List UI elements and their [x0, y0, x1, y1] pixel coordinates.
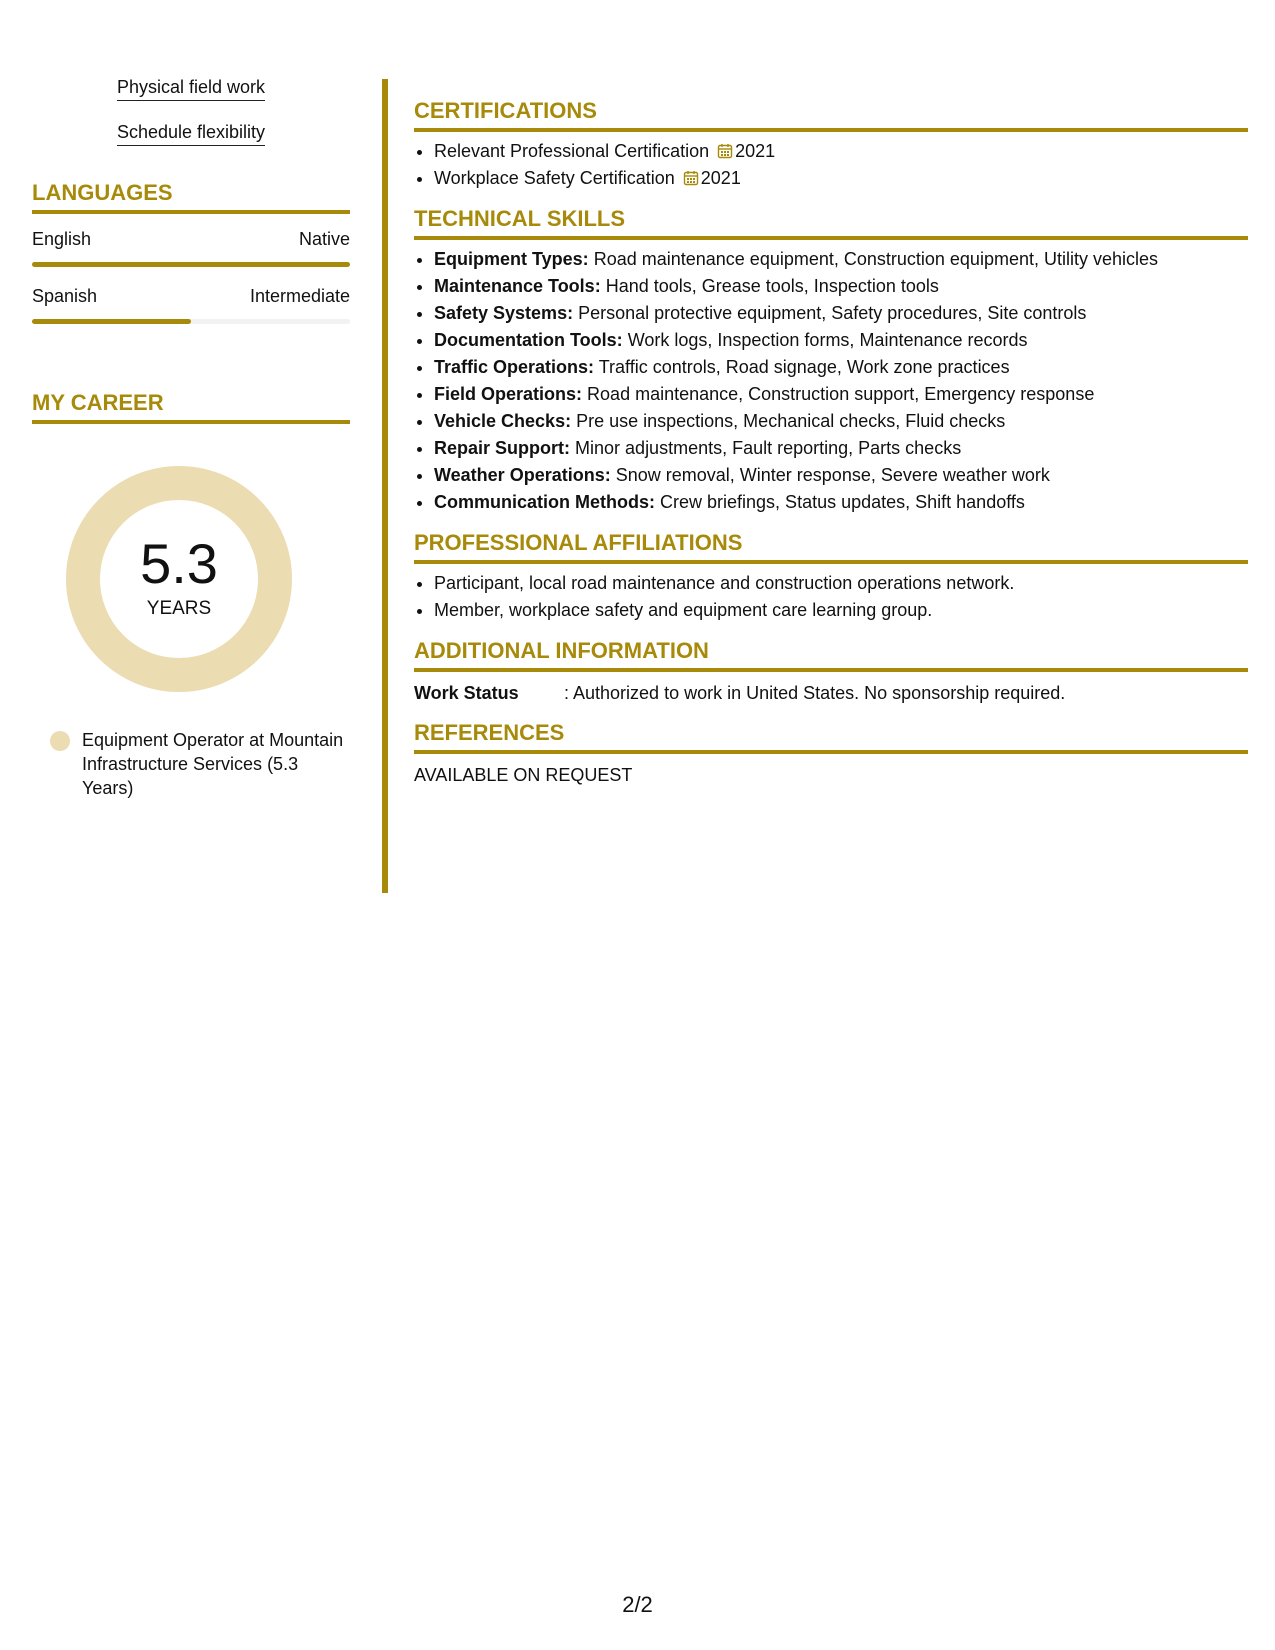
right-column	[414, 98, 1248, 786]
skill-value: Minor adjustments, Fault reporting, Parts checks	[575, 438, 962, 458]
certifications-section	[414, 98, 1248, 192]
info-row	[414, 682, 1248, 704]
skill-label: Safety Systems:	[434, 303, 574, 323]
language-name: English	[32, 229, 92, 249]
skill-value: Traffic controls, Road signage, Work zone practices	[598, 357, 1010, 377]
skill-item	[434, 246, 1248, 273]
technical-skills-section	[414, 206, 1248, 516]
section-title: MY CAREER	[32, 390, 350, 424]
career-total-unit: YEARS	[146, 598, 212, 619]
skill-value: Personal protective equipment, Safety procedures, Site controls	[578, 303, 1087, 323]
calendar-icon	[717, 143, 733, 159]
certifications-list	[414, 138, 1248, 192]
info-label: Work Status	[414, 683, 519, 703]
career-entry	[50, 728, 350, 800]
skill-item	[434, 408, 1248, 435]
skill-label: Vehicle Checks:	[434, 411, 572, 431]
skill-value: Crew briefings, Status updates, Shift handoffs	[660, 492, 1025, 512]
section-title: PROFESSIONAL AFFILIATIONS	[414, 530, 1248, 564]
languages-section	[32, 180, 350, 324]
certification-name: Workplace Safety Certification	[434, 168, 675, 188]
skill-label: Repair Support:	[434, 438, 571, 458]
calendar-icon	[683, 170, 699, 186]
language-row	[32, 285, 350, 307]
skill-label: Traffic Operations:	[434, 357, 595, 377]
affiliations-section	[414, 530, 1248, 624]
skill-value: Road maintenance, Construction support, Emergency response	[587, 384, 1095, 404]
additional-info-section	[414, 638, 1248, 704]
skill-label: Maintenance Tools:	[434, 276, 601, 296]
skill-item	[434, 462, 1248, 489]
column-divider	[382, 79, 388, 893]
section-title: REFERENCES	[414, 720, 1248, 754]
section-title: CERTIFICATIONS	[414, 98, 1248, 132]
skill-label: Equipment Types:	[434, 249, 589, 269]
references-section	[414, 720, 1248, 786]
affiliation-item: • Participant, local road maintenance and construction operations network.	[434, 570, 1248, 597]
certification-year: 2021	[700, 168, 741, 188]
skill-item	[434, 273, 1248, 300]
language-bar	[32, 262, 350, 267]
skill-label: Field Operations:	[434, 384, 583, 404]
left-column	[32, 76, 350, 800]
skill-item	[434, 327, 1248, 354]
section-title: LANGUAGES	[32, 180, 350, 214]
skill-item	[434, 381, 1248, 408]
language-bar	[32, 319, 350, 324]
skill-item	[434, 489, 1248, 516]
skill-label: Documentation Tools:	[434, 330, 623, 350]
preference-label: Schedule flexibility	[117, 121, 265, 146]
career-legend-dot	[50, 731, 70, 751]
affiliation-item: • Member, workplace safety and equipment care learning group.	[434, 597, 1248, 624]
career-donut	[66, 466, 292, 692]
skill-item	[434, 435, 1248, 462]
skill-value: Road maintenance equipment, Construction equipment, Utility vehicles	[593, 249, 1159, 269]
certification-year: 2021	[735, 141, 776, 161]
info-value: : Authorized to work in United States. No sponsorship required.	[564, 683, 1066, 703]
language-item	[32, 285, 350, 324]
skill-value: Hand tools, Grease tools, Inspection tools	[605, 276, 939, 296]
preference-item	[32, 121, 350, 146]
preference-item	[32, 76, 350, 101]
language-item	[32, 228, 350, 267]
language-level: Native	[298, 229, 350, 249]
technical-skills-list	[414, 246, 1248, 516]
language-bar-fill	[32, 319, 191, 324]
skill-item	[434, 354, 1248, 381]
references-text: AVAILABLE ON REQUEST	[414, 765, 633, 785]
career-total-years: 5.3	[140, 532, 218, 595]
language-bar-fill	[32, 262, 350, 267]
skill-label: Weather Operations:	[434, 465, 611, 485]
skill-value: Pre use inspections, Mechanical checks, Fluid checks	[576, 411, 1006, 431]
certification-item	[434, 165, 1248, 192]
certification-name: Relevant Professional Certification	[434, 141, 710, 161]
section-title: ADDITIONAL INFORMATION	[414, 638, 1248, 672]
preference-label: Physical field work	[117, 76, 265, 101]
language-row	[32, 228, 350, 250]
skill-label: Communication Methods:	[434, 492, 655, 512]
affiliations-list	[414, 570, 1248, 624]
page-number: 2/2	[622, 1592, 653, 1617]
language-name: Spanish	[32, 286, 98, 306]
skill-value: Snow removal, Winter response, Severe weather work	[615, 465, 1050, 485]
skill-value: Work logs, Inspection forms, Maintenance records	[627, 330, 1028, 350]
section-title: TECHNICAL SKILLS	[414, 206, 1248, 240]
certification-item	[434, 138, 1248, 165]
career-entry-text: Equipment Operator at Mountain Infrastructure Services (5.3 Years)	[82, 730, 344, 798]
language-level: Intermediate	[249, 286, 350, 306]
skill-item	[434, 300, 1248, 327]
career-section	[32, 390, 350, 800]
